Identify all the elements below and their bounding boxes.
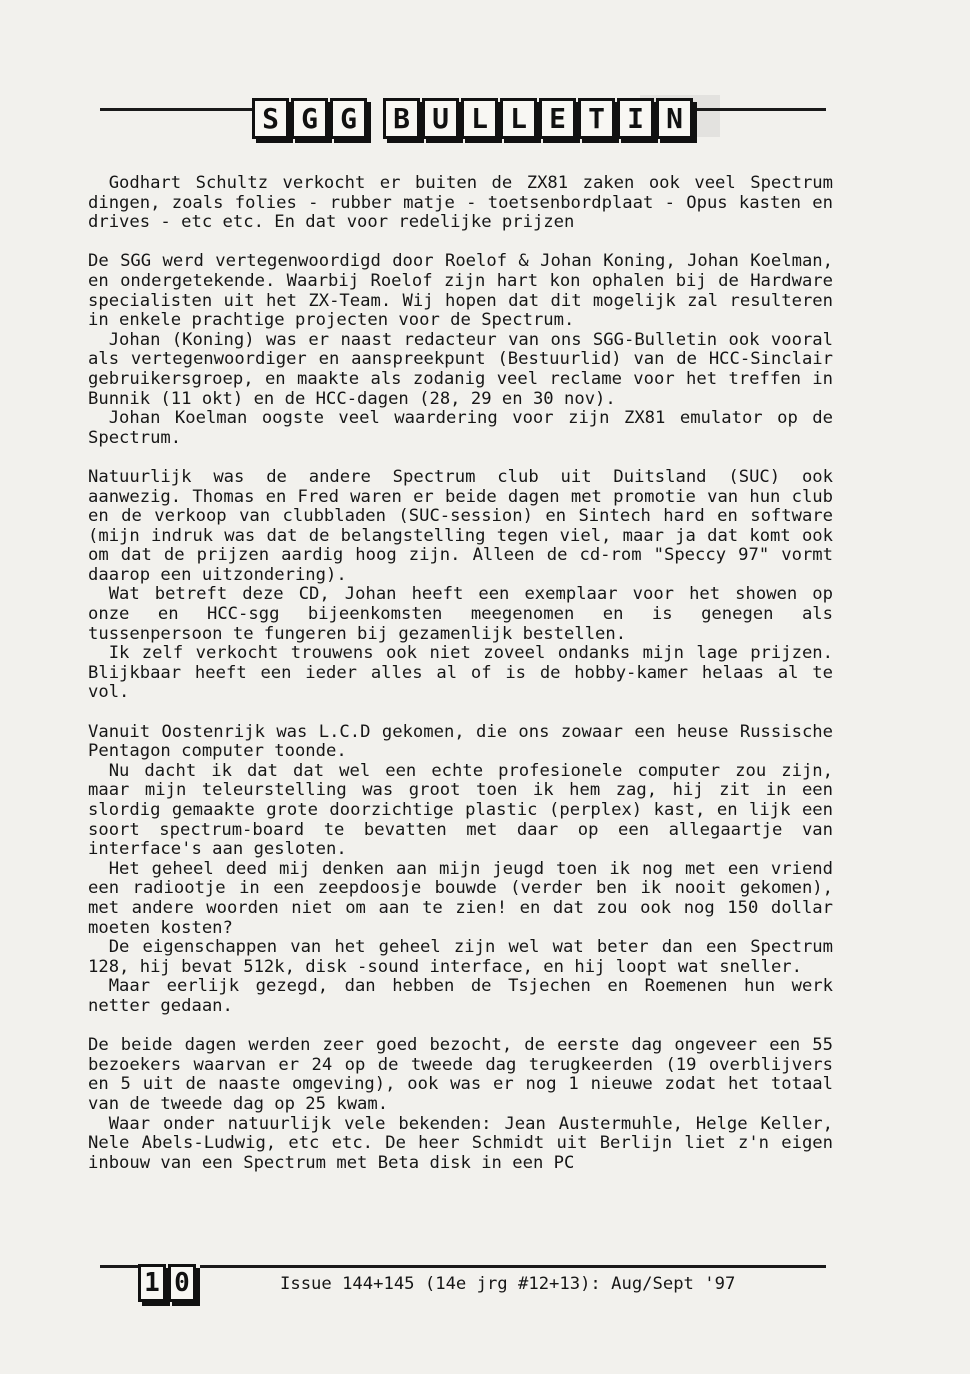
paragraph: Nu dacht ik dat dat wel een echte profesionele computer zou zijn, maar mijn teleurstelling was groot toen ik hem zag, hij zit in een slordig gemaakte grote doorzichtige plastic (perplex) kast, en lijk een soort spectrum-board te bevatten met daar op een allegaartje van interface's aan gesloten. (88, 760, 833, 860)
paragraph: Het geheel deed mij denken aan mijn jeugd toen ik nog met een vriend een radiootje in een zeepdoosje bouwde (verder ben ik nooit gekomen), met andere woorden niet om aan te zien! en dat zou ook nog 150 dollar moeten kosten? (88, 858, 833, 938)
masthead-letter: L (500, 98, 537, 139)
article-body (88, 174, 833, 1173)
page-number (138, 1264, 196, 1302)
masthead-letter: B (383, 98, 420, 139)
masthead-letter: G (330, 98, 367, 139)
paragraph: Wat betreft deze CD, Johan heeft een exemplaar voor het showen op onze en HCC-sgg bijeenkomsten meegenomen en is genegen als tussenpersoon te fungeren bij gezamenlijk bestellen. (88, 584, 833, 644)
masthead (252, 98, 693, 139)
issue-line: Issue 144+145 (14e jrg #12+13): Aug/Sept '97 (280, 1274, 736, 1294)
paragraph: Waar onder natuurlijk vele bekenden: Jean Austermuhle, Helge Keller, Nele Abels-Ludwig, etc etc. De heer Schmidt uit Berlijn liet z'n eigen inbouw van een Spectrum met Beta disk in een PC (88, 1113, 833, 1173)
paragraph: De eigenschappen van het geheel zijn wel wat beter dan een Spectrum 128, hij bevat 512k, disk -sound interface, en hij loopt wat sneller. (88, 937, 833, 977)
paragraph: Vanuit Oostenrijk was L.C.D gekomen, die ons zowaar een heuse Russische Pentagon computer toonde. (88, 721, 833, 762)
masthead-letter: T (578, 98, 615, 139)
paragraph: Natuurlijk was de andere Spectrum club uit Duitsland (SUC) ook aanwezig. Thomas en Fred waren er beide dagen met promotie van hun club en de verkoop van clubbladen (SUC-session) en Sintech hard en software (mijn indruk was dat de belangstelling tegen viel, maar ja dat komt ook om dat de prijzen aardig hoog zijn. Alleen de cd-rom "Speccy 97" vormt daarop een uitzondering). (88, 466, 833, 585)
header-rule-left (100, 108, 252, 111)
paragraph: Ik zelf verkocht trouwens ook niet zoveel ondanks mijn lage prijzen. Blijkbaar heeft een ieder alles al of is de hobby-kamer helaas al te vol. (88, 643, 833, 703)
paragraph: Godhart Schultz verkocht er buiten de ZX81 zaken ook veel Spectrum dingen, zoals folies - rubber matje - toetsenbordplaat - Opus kasten en drives - etc etc. En dat voor redelijke prijzen (88, 173, 833, 233)
page-digit: 1 (138, 1264, 166, 1302)
masthead-letter: L (461, 98, 498, 139)
masthead-letter: U (422, 98, 459, 139)
page-digit: 0 (168, 1264, 196, 1302)
masthead-letter: E (539, 98, 576, 139)
paragraph: Maar eerlijk gezegd, dan hebben de Tsjechen en Roemenen hun werk netter gedaan. (88, 976, 833, 1016)
masthead-letter: G (291, 98, 328, 139)
masthead-letter: S (252, 98, 289, 139)
paragraph: De SGG werd vertegenwoordigd door Roelof & Johan Koning, Johan Koelman, en ondergetekende. Waarbij Roelof zijn hart kon ophalen bij de Hardware specialisten uit het ZX-Team. Wij hopen dat dit mogelijk zal resulteren in enkele prachtige projecten voor de Spectrum. (88, 251, 833, 331)
paragraph: Johan Koelman oogste veel waardering voor zijn ZX81 emulator op de Spectrum. (88, 408, 833, 448)
paragraph: De beide dagen werden zeer goed bezocht, de eerste dag ongeveer een 55 bezoekers waarvan er 24 op de tweede dag terugkeerden (19 overblijvers en 5 uit de naaste omgeving), ook was er nog 1 nieuwe zodat het totaal van de tweede dag op 25 kwam. (88, 1035, 833, 1114)
paragraph: Johan (Koning) was er naast redacteur van ons SGG-Bulletin ook vooral als vertegenwoordiger en aanspreekpunt (Bestuurlid) van de HCC-Sinclair gebruikersgroep, en maakte als zodanig veel reclame voor het treffen in Bunnik (11 okt) en de HCC-dagen (28, 29 en 30 nov). (88, 329, 833, 409)
masthead-letter: N (656, 98, 693, 139)
masthead-letter: I (617, 98, 654, 139)
footer-rule-left (100, 1265, 140, 1268)
footer-rule-right (200, 1265, 826, 1268)
